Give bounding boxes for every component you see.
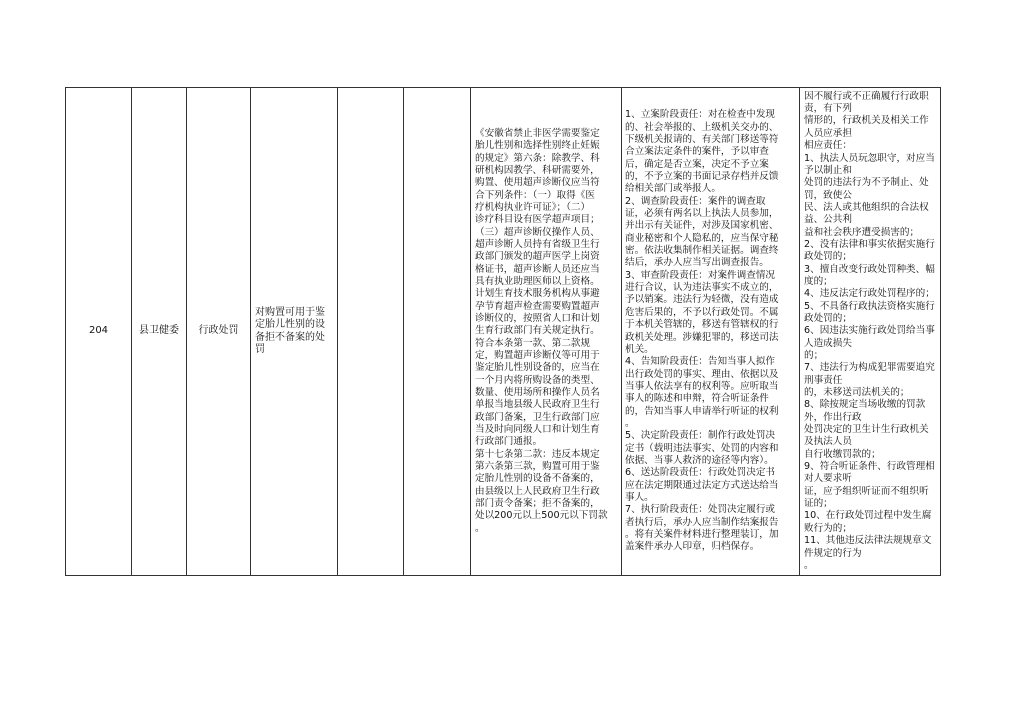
cell-number — [66, 88, 132, 575]
cell-sub-item — [338, 88, 404, 575]
cell-blank — [404, 88, 471, 575]
cell-power-type — [187, 88, 251, 575]
cell-department — [132, 88, 187, 575]
accountability-text: 因不履行或不正确履行行政职责，有下列 情形的，行政机关及相关工作人员应承担 相应责任： 1、执法人员玩忽职守，对应当予以制止和 处罚的违法行为不予制止、处罚，致使公 民、法人或其他组织的合法权益、公共利 益和社会秩序遭受损害的； 2、没有法律和事实依据实施行政处罚的； 3、擅自改变行政处罚种类、幅度的； 4、违反法定行政处罚程序的； 5、不具备行政执法资格实施行政处罚的； 6、因违法实施行政处罚给当事人造成损失 的； 7、违法行为构成犯罪需要追究刑事责任 的，未移送司法机关的； 8、除按规定当场收缴的罚款外，作出行政 处罚决定的卫生计生行政机关及执法人员 自行收缴罚款的； 9、符合听证条件、行政管理相对人要求听 证，应予组织听证而不组织听证的； 10、在行政处罚过程中发生腐败行为的； 11、其他违反法律法规规章文件规定的行为 。 — [804, 90, 935, 571]
department-name: 县卫健委 — [139, 325, 179, 337]
power-type: 行政处罚 — [198, 325, 239, 337]
cell-procedure — [622, 88, 800, 575]
cell-accountability — [800, 88, 940, 575]
procedure-text: 1、立案阶段责任：对在检查中发现 的、社会举报的、上级机关交办的、 下级机关报请的、有关部门移送等符 合立案法定条件的案件，予以审查 后，确定是否立案，决定不予立案 的，不予立案的书面记录存档并反馈 给相关部门或举报人。 2、调查阶段责任：案件的调查取 证，必须有两名以上执法人员参加， 并出示有关证件，对涉及国家机密、 商业秘密和个人隐私的，应当保守秘 密。依法收集制作相关证据。调查终 结后，承办人应当写出调查报告。 3、审查阶段责任：对案件调查情况 进行合议，认为违法事实不成立的， 予以销案。违法行为轻微，没有造成 危害后果的，不予以行政处罚。不属 于本机关管辖的，移送有管辖权的行 政机关处理。涉嫌犯罪的，移送司法 机关。 4、告知阶段责任：告知当事人拟作 出行政处罚的事实、理由、依据以及 当事人依法享有的权利等。应听取当 事人的陈述和申辩，符合听证条件 的，告知当事人申请举行听证的权利 。 5、决定阶段责任：制作行政处罚决 定书（载明违法事实、处罚的内容和 依据、当事人救济的途径等内容）。 6、送达阶段责任：行政处罚决定书 应在法定期限通过法定方式送达给当 事人。 7、执行阶段责任：处罚决定履行或 者执行后，承办人应当制作结案报告 。将有关案件材料进行整理装订，加 盖案件承办人印章，归档保存。 — [625, 109, 779, 553]
item-name: 对购置可用于鉴定胎儿性别的设备拒不备案的处罚 — [255, 306, 325, 355]
cell-item — [251, 88, 338, 575]
legal-basis-text: 《安徽省禁止非医学需要鉴定 胎儿性别和选择性别终止妊娠 的规定》第六条：除教学、科 研机构因教学、科研需要外， 购置、使用超声诊断仪应当符 合下列条件：（一）取得《医 疗机构执业许可证》；（二） 诊疗科目设有医学超声项目； （三）超声诊断仪操作人员、 超声诊断人员持有省级卫生行 政部门颁发的超声医学上岗资 格证书，超声诊断人员还应当 具有执业助理医师以上资格。 计划生育技术服务机构从事避 孕节育超声检查需要购置超声 诊断仪的，按照省人口和计划 生育行政部门有关规定执行。 符合本条第一款、第二款规 定，购置超声诊断仪等可用于 鉴定胎儿性别设备的，应当在 一个月内将所购设备的类型、 数量、使用场所和操作人员名 单报当地县级人民政府卫生行 政部门备案，卫生行政部门应 当及时向同级人口和计划生育 行政部门通报。 第十七条第二款：违反本规定 第六条第三款，购置可用于鉴 定胎儿性别的设备不备案的， 由县级以上人民政府卫生行政 部门责令备案；拒不备案的， 处以200元以上500元以下罚款 。 — [475, 127, 608, 534]
cell-legal-basis — [471, 88, 622, 575]
row-number: 204 — [88, 325, 109, 337]
regulation-table — [65, 87, 941, 576]
